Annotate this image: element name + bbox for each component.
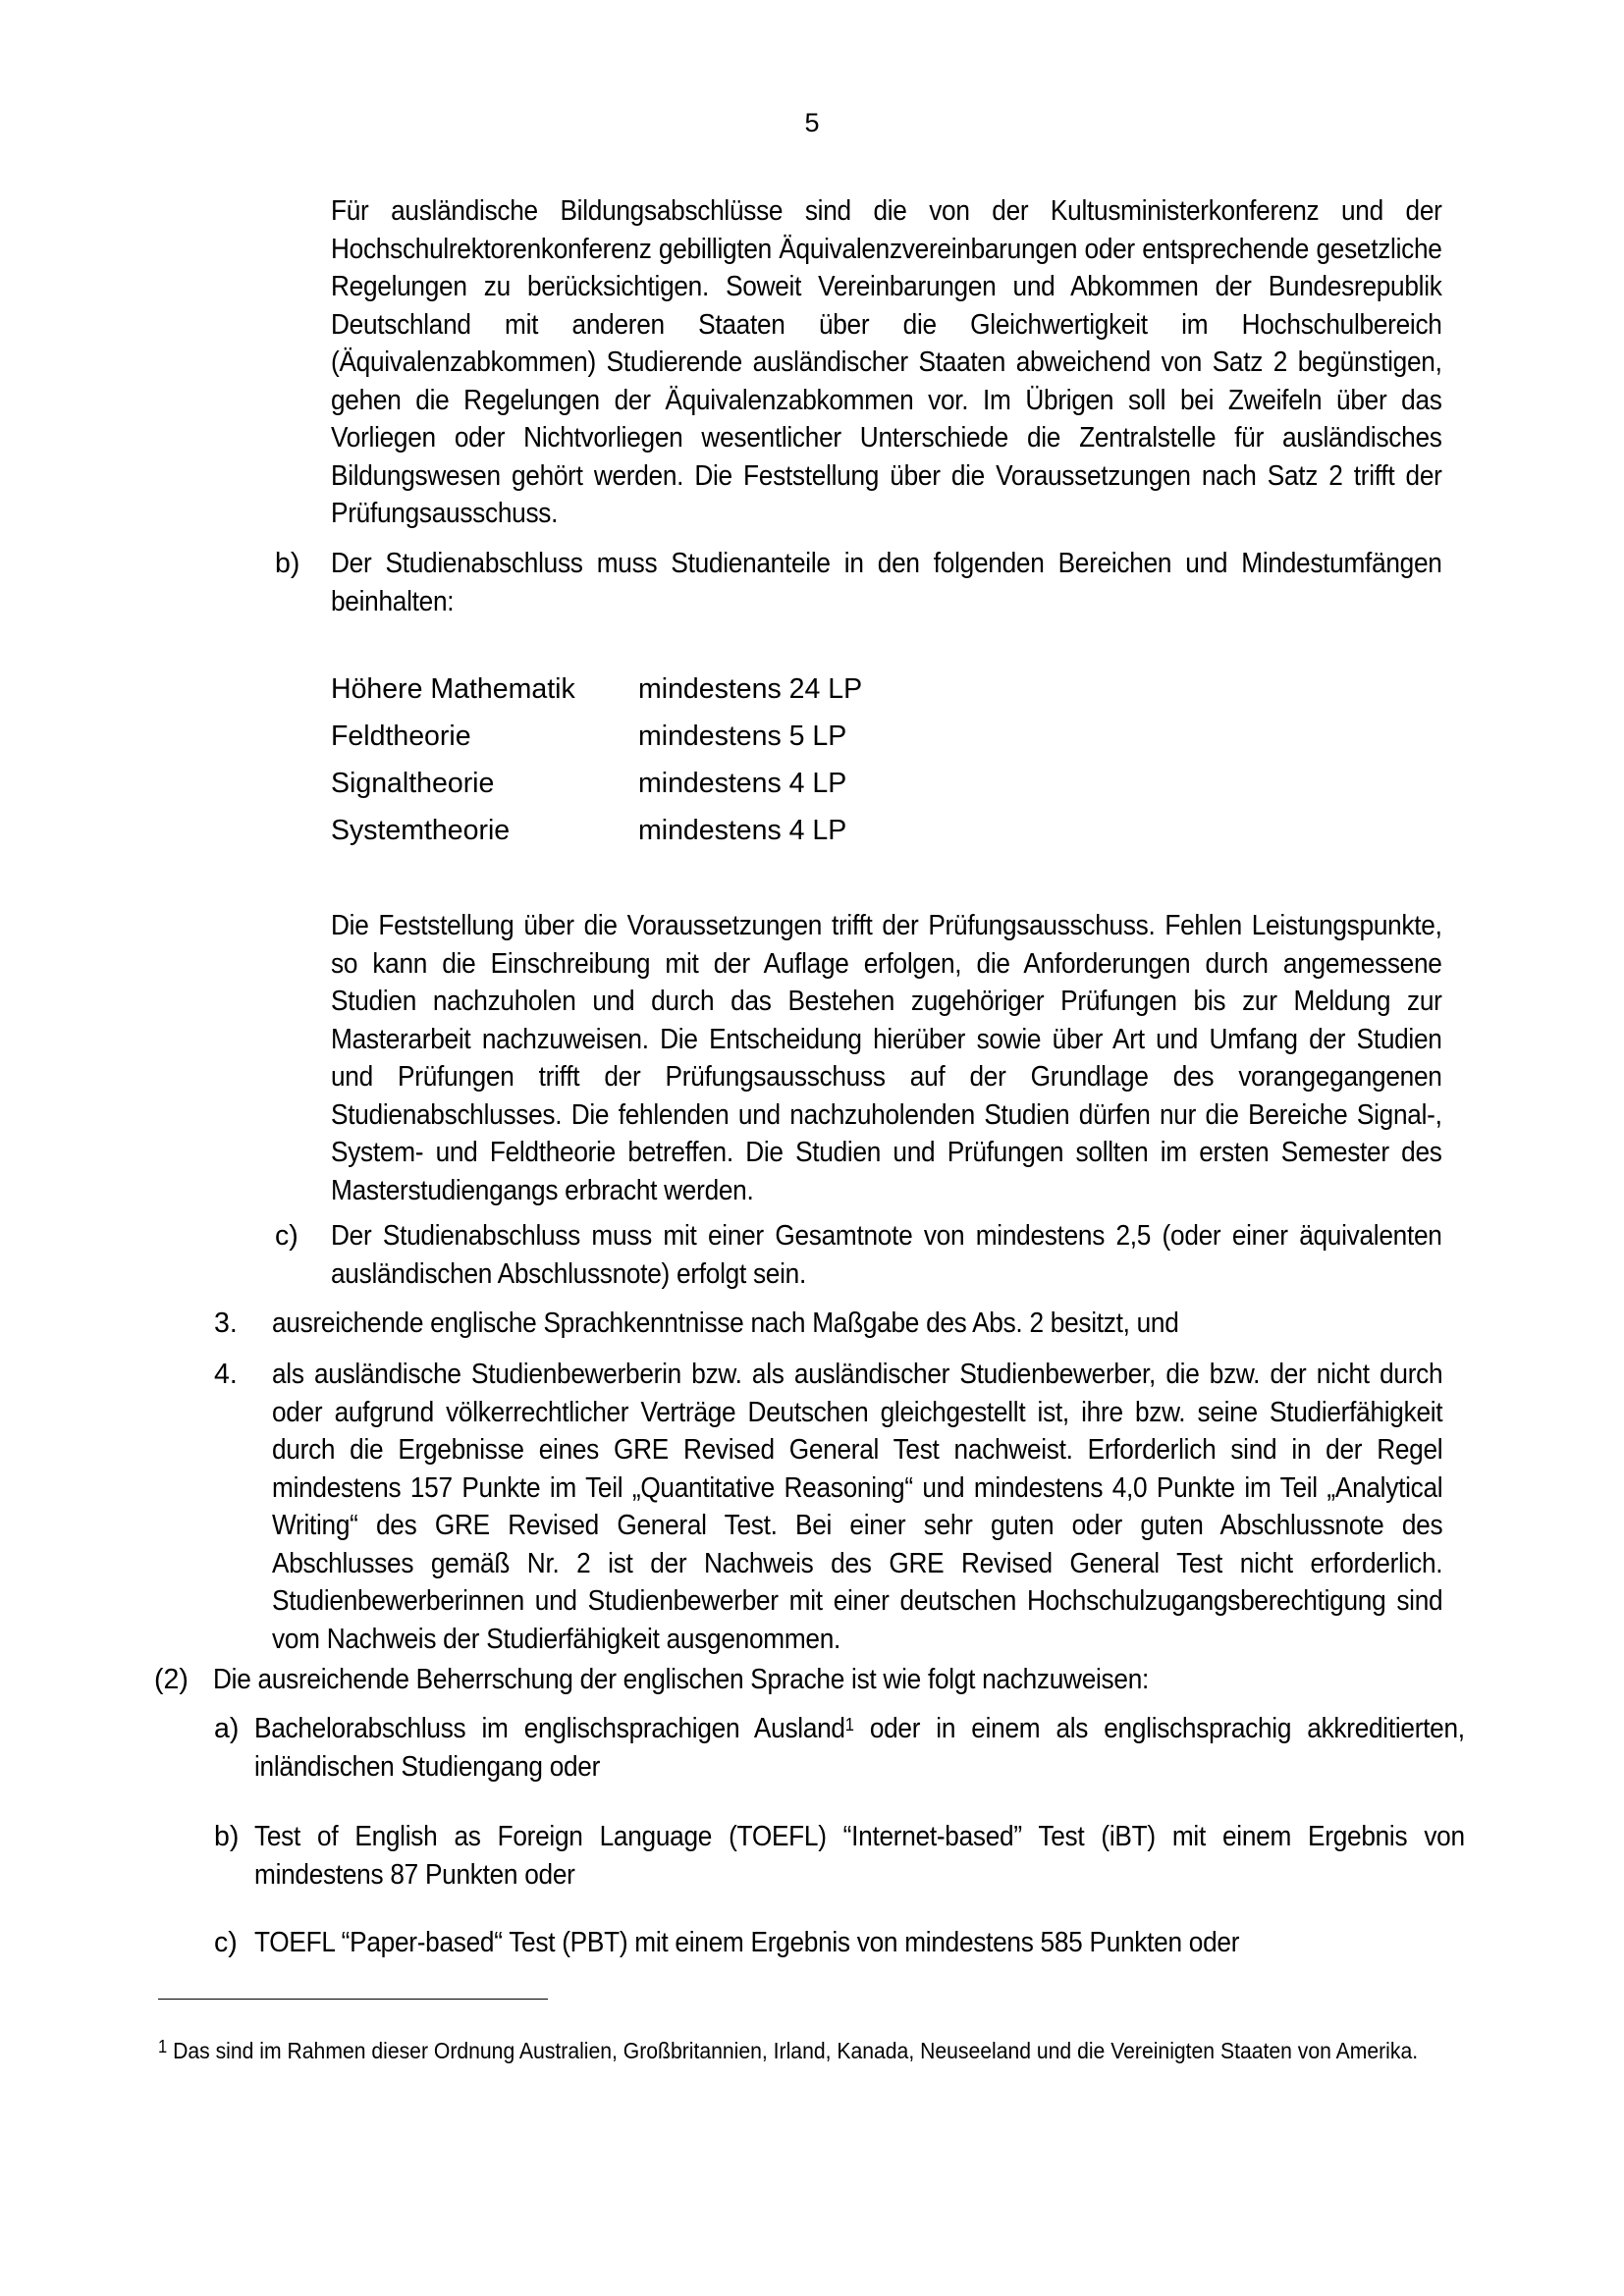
subject-cell: Signaltheorie: [331, 768, 495, 799]
lang-a-label: a): [214, 1713, 240, 1744]
lang-b-label: b): [214, 1821, 240, 1852]
section-2-label: (2): [154, 1664, 189, 1695]
item-3-label: 3.: [214, 1308, 238, 1339]
item-4-label: 4.: [214, 1359, 238, 1390]
page-number: 5: [804, 108, 820, 137]
lang-b-text: Test of English as Foreign Language (TOEFL) “Internet-based” Test (iBT) mit einem Ergebnis von mindestens 87 Punkten oder: [254, 1821, 1465, 1891]
section-2-text: Die ausreichende Beherrschung der englischen Sprache ist wie folgt nachzuweisen:: [213, 1664, 1150, 1695]
requirement-cell: mindestens 5 LP: [638, 721, 847, 752]
subject-cell: Feldtheorie: [331, 721, 471, 752]
lang-c-label: c): [214, 1927, 238, 1958]
item-b-text: Der Studienabschluss muss Studienanteile in den folgenden Bereichen und Mindestumfängen beinhalten:: [331, 548, 1442, 617]
lang-a-text: [254, 1710, 1465, 1786]
requirement-cell: mindestens 24 LP: [638, 673, 863, 705]
item-c-label: c): [275, 1220, 298, 1252]
footnote-separator: [158, 1999, 548, 2000]
lang-c-text: TOEFL “Paper-based“ Test (PBT) mit einem Ergebnis von mindestens 585 Punkten oder: [254, 1927, 1240, 1958]
footnote-text: Das sind im Rahmen dieser Ordnung Australien, Großbritannien, Irland, Kanada, Neuseeland und die Vereinigten Staaten von Amerika.: [167, 2038, 1419, 2063]
lang-a-text-after: oder in einem als englischsprachig akkreditierten, inländischen Studiengang oder: [254, 1713, 1465, 1783]
item-c-text: Der Studienabschluss muss mit einer Gesamtnote von mindestens 2,5 (oder einer äquivalenten ausländischen Abschlussnote) erfolgt sein.: [331, 1220, 1442, 1290]
foreign-degrees-paragraph: Für ausländische Bildungsabschlüsse sind die von der Kultusministerkonferenz und der Hochschulrektorenkonferenz gebilligten Äquivalenzvereinbarungen oder entsprechende gesetzliche Regelungen zu berücksichtigen. Soweit Vereinbarungen und Abkommen der Bundesrepublik Deutschland mit anderen Staaten über die Gleichwertigkeit im Hochschulbereich (Äquivalenzabkommen) Studierende ausländischer Staaten abweichend von Satz 2 begünstigen, gehen die Regelungen der Äquivalenzabkommen vor. Im Übrigen soll bei Zweifeln über das Vorliegen oder Nichtvorliegen wesentlicher Unterschiede die Zentralstelle für ausländisches Bildungswesen gehört werden. Die Feststellung über die Voraussetzungen nach Satz 2 trifft der Prüfungsausschuss.: [331, 195, 1442, 529]
item-3-text: ausreichende englische Sprachkenntnisse nach Maßgabe des Abs. 2 besitzt, und: [272, 1308, 1179, 1339]
lang-a-text-before: Bachelorabschluss im englischsprachigen Ausland: [254, 1713, 845, 1744]
item-b-label: b): [275, 548, 300, 579]
subject-cell: Höhere Mathematik: [331, 673, 575, 705]
footnote: [158, 2035, 1553, 2066]
subject-cell: Systemtheorie: [331, 815, 511, 846]
item-4-text: als ausländische Studienbewerberin bzw. als ausländischer Studienbewerber, die bzw. der nicht durch oder aufgrund völkerrechtlicher Verträge Deutschen gleichgestellt ist, ihre bzw. seine Studierfähigkeit durch die Ergebnisse eines GRE Revised General Test nachweist. Erforderlich sind in der Regel mindestens 157 Punkte im Teil „Quantitative Reasoning“ und mindestens 4,0 Punkte im Teil „Analytical Writing“ des GRE Revised General Test. Bei einer sehr guten oder guten Abschlussnote des Abschlusses gemäß Nr. 2 ist der Nachweis des GRE Revised General Test nicht erforderlich. Studienbewerberinnen und Studienbewerber mit einer deutschen Hochschulzugangsberechtigung sind vom Nachweis der Studierfähigkeit ausgenommen.: [272, 1359, 1443, 1655]
footnote-mark: 1: [158, 2037, 168, 2056]
item-b-followup: Die Feststellung über die Voraussetzungen trifft der Prüfungsausschuss. Fehlen Leistungspunkte, so kann die Einschreibung mit der Auflage erfolgen, die Anforderungen durch angemessene Studien nachzuholen und durch das Bestehen zugehöriger Prüfungen bis zur Meldung zur Masterarbeit nachzuweisen. Die Entscheidung hierüber sowie über Art und Umfang der Studien und Prüfungen trifft der Prüfungsausschuss auf der Grundlage des vorangegangenen Studienabschlusses. Die fehlenden und nachzuholenden Studien dürfen nur die Bereiche Signal-, System- und Feldtheorie betreffen. Die Studien und Prüfungen sollten im ersten Semester des Masterstudiengangs erbracht werden.: [331, 910, 1442, 1206]
requirement-cell: mindestens 4 LP: [638, 768, 847, 799]
footnote-ref: 1: [844, 1715, 854, 1735]
requirement-cell: mindestens 4 LP: [638, 815, 847, 846]
